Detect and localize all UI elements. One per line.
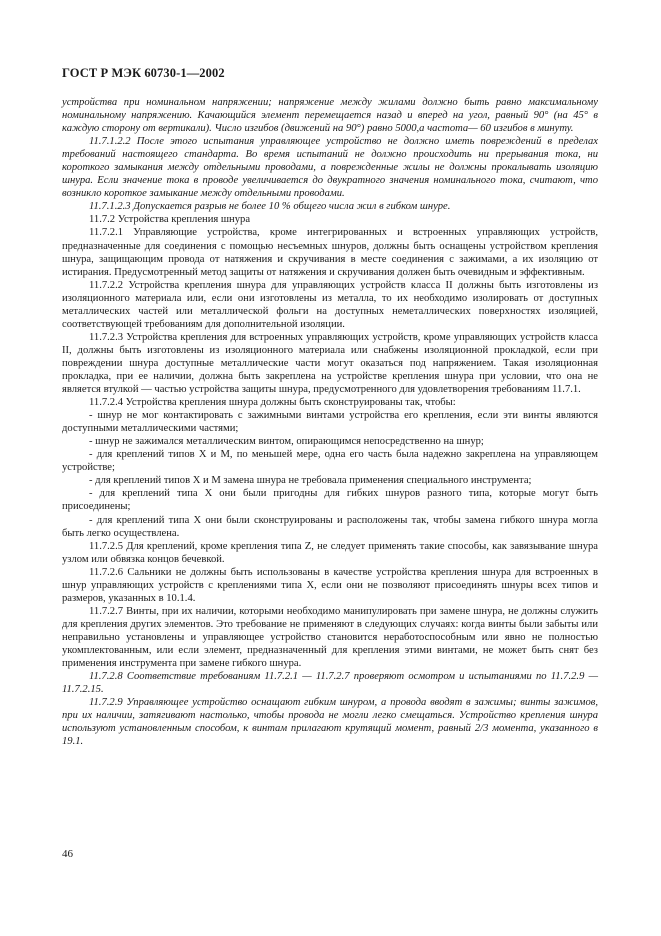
paragraph: 11.7.2.3 Устройства крепления для встроенных управляющих устройств, кроме управляющих устройств класса II, должны быть изготовлены из изоляционного материала или снабжены изоляционной прокладкой, если при повреждении шнура доступные металлические части могут оказаться под напряжением. Такая изоляционная прокладка, при ее наличии, должна быть закреплена на устройстве крепления шнура при условии, что она не является втулкой — частью устройства защиты шнура, предусмотренного для удовлетворения требованиям 11.7.1.	[62, 331, 598, 396]
page-number: 46	[62, 848, 73, 860]
list-item: - для креплений типа X они были сконструированы и расположены так, чтобы замена гибкого шнура могла быть легко осуществлена.	[62, 514, 598, 539]
paragraph: 11.7.2.2 Устройства крепления шнура для управляющих устройств класса II должны быть изготовлены из изоляционного материала или, если они изготовлены из металла, то их необходимо изолировать от доступных металлических частей или металлической фольги на доступных неметаллических поверхностях изоляцией, соответствующей требованиям для дополнительной изоляции.	[62, 279, 598, 330]
list-item: - для креплений типа X они были пригодны для гибких шнуров разного типа, которые могут быть присоединены;	[62, 488, 598, 513]
paragraph: 11.7.2.5 Для креплений, кроме крепления типа Z, не следует применять такие способы, как завязывание шнура узлом или обвязка концов бечевкой.	[62, 540, 598, 565]
paragraph: 11.7.2.1 Управляющие устройства, кроме интегрированных и встроенных управляющих устройств, предназначенные для соединения с помощью несъемных шнуров, должны быть оснащены устройством крепления шнура, защищающим провода от натяжения и скручивания в месте соединения с зажимами, а их изоляцию от истирания. Предусмотренный метод защиты от натяжения и скручивания должен быть очевидным и эффективным.	[62, 227, 598, 278]
standard-header: ГОСТ Р МЭК 60730-1—2002	[62, 66, 225, 80]
list-item: - шнур не зажимался металлическим винтом, опирающимся непосредственно на шнур;	[89, 436, 484, 448]
paragraph: 11.7.2.7 Винты, при их наличии, которыми необходимо манипулировать при замене шнура, не должны служить для крепления других элементов. Это требование не применяют в следующих случаях: когда винты были забыты или неправильно установлены и управляющее устройство становится неработоспособным или явно не полностью укомплектованным, или если элемент, предназначенный для крепления этими винтами, не может быть снят без применения инструмента при замене гибкого шнура.	[62, 605, 598, 670]
paragraph: 11.7.2.4 Устройства крепления шнура должны быть сконструированы так, чтобы:	[89, 397, 456, 409]
paragraph: устройства при номинальном напряжении; напряжение между жилами должно быть равно максимальному номинальному напряжению. Качающийся элемент перемещается назад и вперед на угол, равный 90° (на 45° в каждую сторону от вертикали). Число изгибов (движений на 90°) равно 5000,а частота— 60 изгибов в минуту.	[62, 97, 598, 135]
paragraph: 11.7.1.2.3 Допускается разрыв не более 10 % общего числа жил в гибком шнуре.	[89, 201, 451, 213]
list-item: - шнур не мог контактировать с зажимными винтами устройства его крепления, если эти винты являются доступными металлическими частями;	[62, 410, 598, 435]
paragraph: 11.7.2.9 Управляющее устройство оснащают гибким шнуром, а провода вводят в зажимы; винты зажимов, при их наличии, затягивают настолько, чтобы провода не могли легко смещаться. Устройство крепления шнура используют установленным способом, к винтам прилагают крутящий момент, равный 2/3 момента, указанного в 19.1.	[62, 697, 598, 748]
list-item: - для креплений типов X и M, по меньшей мере, одна его часть была надежно закреплена на управляющем устройстве;	[62, 449, 598, 474]
body-text	[62, 96, 598, 748]
paragraph: 11.7.2.8 Соответствие требованиям 11.7.2.1 — 11.7.2.7 проверяют осмотром и испытаниями по 11.7.2.9 — 11.7.2.15.	[62, 671, 598, 696]
section-heading: 11.7.2 Устройства крепления шнура	[89, 214, 251, 226]
list-item: - для креплений типов X и M замена шнура не требовала применения специального инструмента;	[89, 475, 532, 487]
paragraph: 11.7.1.2.2 После этого испытания управляющее устройство не должно иметь повреждений в пределах требований настоящего стандарта. Во время испытаний не должно происходить ни прерывания тока, ни короткого замыкания между отдельными проводами, а поврежденные жилы не должны прокалывать изоляцию шнура. Если значение тока в проводе увеличивается до двукратного значения номинального тока, считают, что возникло короткое замыкание между отдельными проводами.	[62, 136, 598, 200]
paragraph: 11.7.2.6 Сальники не должны быть использованы в качестве устройства крепления шнура для встроенных в шнур управляющих устройств с креплениями типа X, если они не позволяют присоединять шнуры всех типов и размеров, указанных в 10.1.4.	[62, 566, 598, 604]
